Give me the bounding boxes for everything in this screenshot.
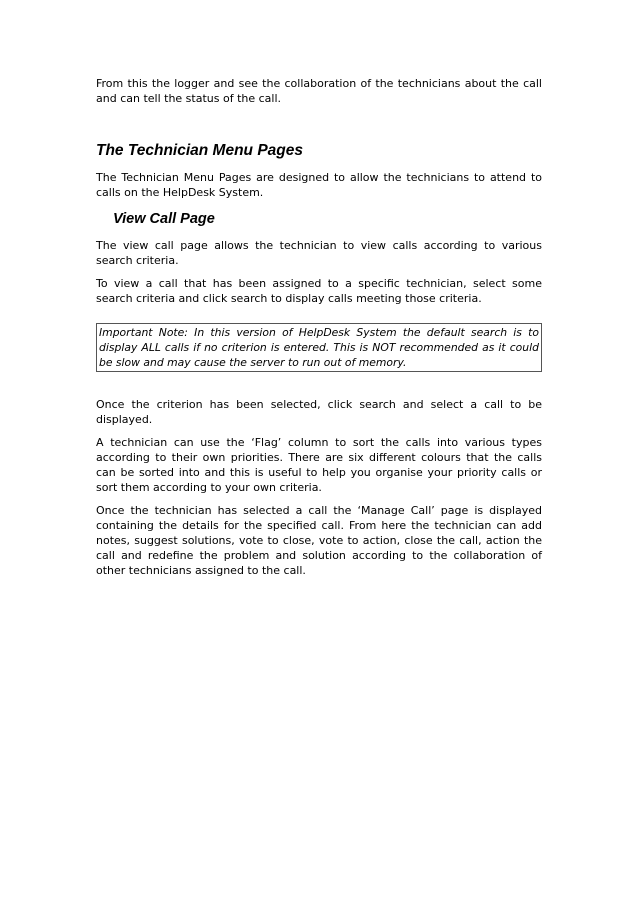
important-note-box (96, 323, 542, 372)
view-call-heading: View Call Page (113, 211, 215, 227)
manage-call-paragraph: Once the technician has selected a call the ‘Manage Call’ page is displayed containing the details for the specified call. From here the technician can add notes, suggest solutions, vote to close, vote to action, close the call, action the call and redefine the problem and solution according to the collaboration of other technicians assigned to the call. (96, 504, 542, 577)
view-call-paragraph-2: To view a call that has been assigned to a specific technician, select some search criteria and click search to display calls meeting those criteria. (96, 277, 542, 305)
document-page (96, 76, 542, 578)
view-call-paragraph-1: The view call page allows the technician to view calls according to various search criteria. (96, 239, 542, 267)
important-note-text: Important Note: In this version of HelpDesk System the default search is to display ALL calls if no criterion is entered. This is NOT recommended as it could be slow and may cause the server to run out of memory. (99, 326, 539, 369)
intro-paragraph: From this the logger and see the collaboration of the technicians about the call and can tell the status of the call. (96, 77, 542, 105)
technician-menu-paragraph: The Technician Menu Pages are designed to allow the technicians to attend to calls on the HelpDesk System. (96, 171, 542, 199)
flag-column-paragraph: A technician can use the ‘Flag’ column to sort the calls into various types according to their own priorities. There are six different colours that the calls can be sorted into and this is useful to help you organise your priority calls or sort them according to your own criteria. (96, 436, 542, 494)
criterion-paragraph: Once the criterion has been selected, click search and select a call to be displayed. (96, 398, 542, 426)
technician-menu-heading: The Technician Menu Pages (96, 142, 304, 159)
